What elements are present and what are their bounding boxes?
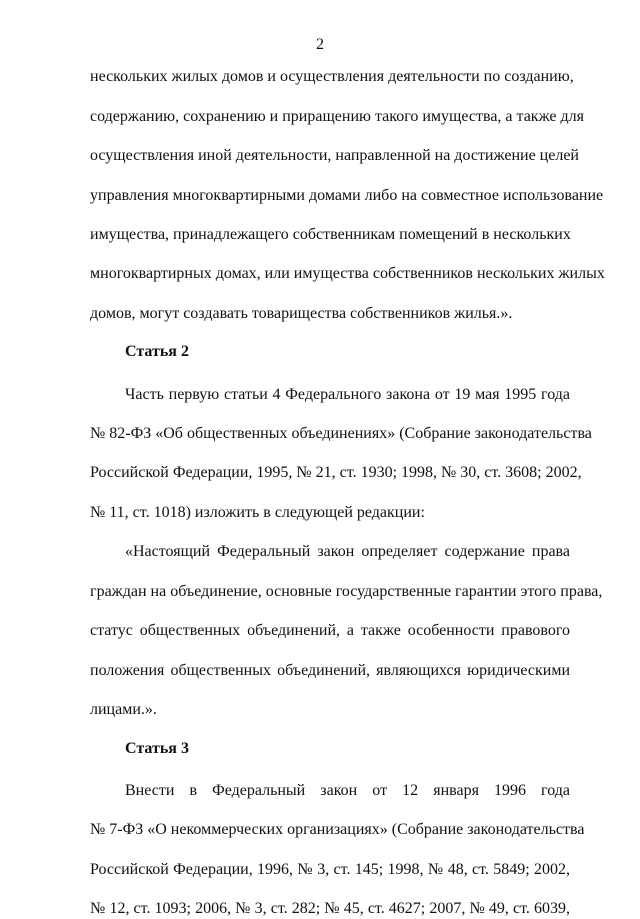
page-number: 2 bbox=[316, 36, 324, 53]
text-line: управления многоквартирными домами либо на совместное использование bbox=[90, 187, 604, 204]
text-line: граждан на объединение, основные государственные гарантии этого права, bbox=[90, 583, 603, 600]
text-line: положения общественных объединений, являющихся юридическими bbox=[90, 662, 570, 679]
article-heading: Статья 3 bbox=[125, 740, 189, 757]
text-line: № 82-ФЗ «Об общественных объединениях» (Собрание законодательства bbox=[90, 425, 592, 442]
text-line: № 7-ФЗ «О некоммерческих организациях» (Собрание законодательства bbox=[90, 821, 585, 838]
text-line: Внести в Федеральный закон от 12 января 1996 года bbox=[125, 782, 570, 799]
article-heading: Статья 2 bbox=[125, 343, 189, 360]
text-line: лицами.». bbox=[90, 701, 157, 718]
text-line: № 12, ст. 1093; 2006, № 3, ст. 282; № 45, ст. 4627; 2007, № 49, ст. 6039, bbox=[90, 900, 570, 917]
text-line: домов, могут создавать товарищества собственников жилья.». bbox=[90, 305, 513, 322]
text-line: нескольких жилых домов и осуществления деятельности по созданию, bbox=[90, 68, 574, 85]
text-line: Российской Федерации, 1995, № 21, ст. 1930; 1998, № 30, ст. 3608; 2002, bbox=[90, 464, 582, 481]
text-line: Часть первую статьи 4 Федерального закона от 19 мая 1995 года bbox=[125, 386, 570, 403]
text-line: осуществления иной деятельности, направленной на достижение целей bbox=[90, 147, 579, 164]
text-line: № 11, ст. 1018) изложить в следующей редакции: bbox=[90, 504, 425, 521]
text-line: Российской Федерации, 1996, № 3, ст. 145; 1998, № 48, ст. 5849; 2002, bbox=[90, 861, 570, 878]
text-line: содержанию, сохранению и приращению такого имущества, а также для bbox=[90, 108, 585, 125]
text-line: статус общественных объединений, а также особенности правового bbox=[90, 622, 570, 639]
text-line: «Настоящий Федеральный закон определяет содержание права bbox=[125, 543, 570, 560]
text-line: имущества, принадлежащего собственникам помещений в нескольких bbox=[90, 226, 571, 243]
text-line: многоквартирных домах, или имущества собственников нескольких жилых bbox=[90, 265, 605, 282]
